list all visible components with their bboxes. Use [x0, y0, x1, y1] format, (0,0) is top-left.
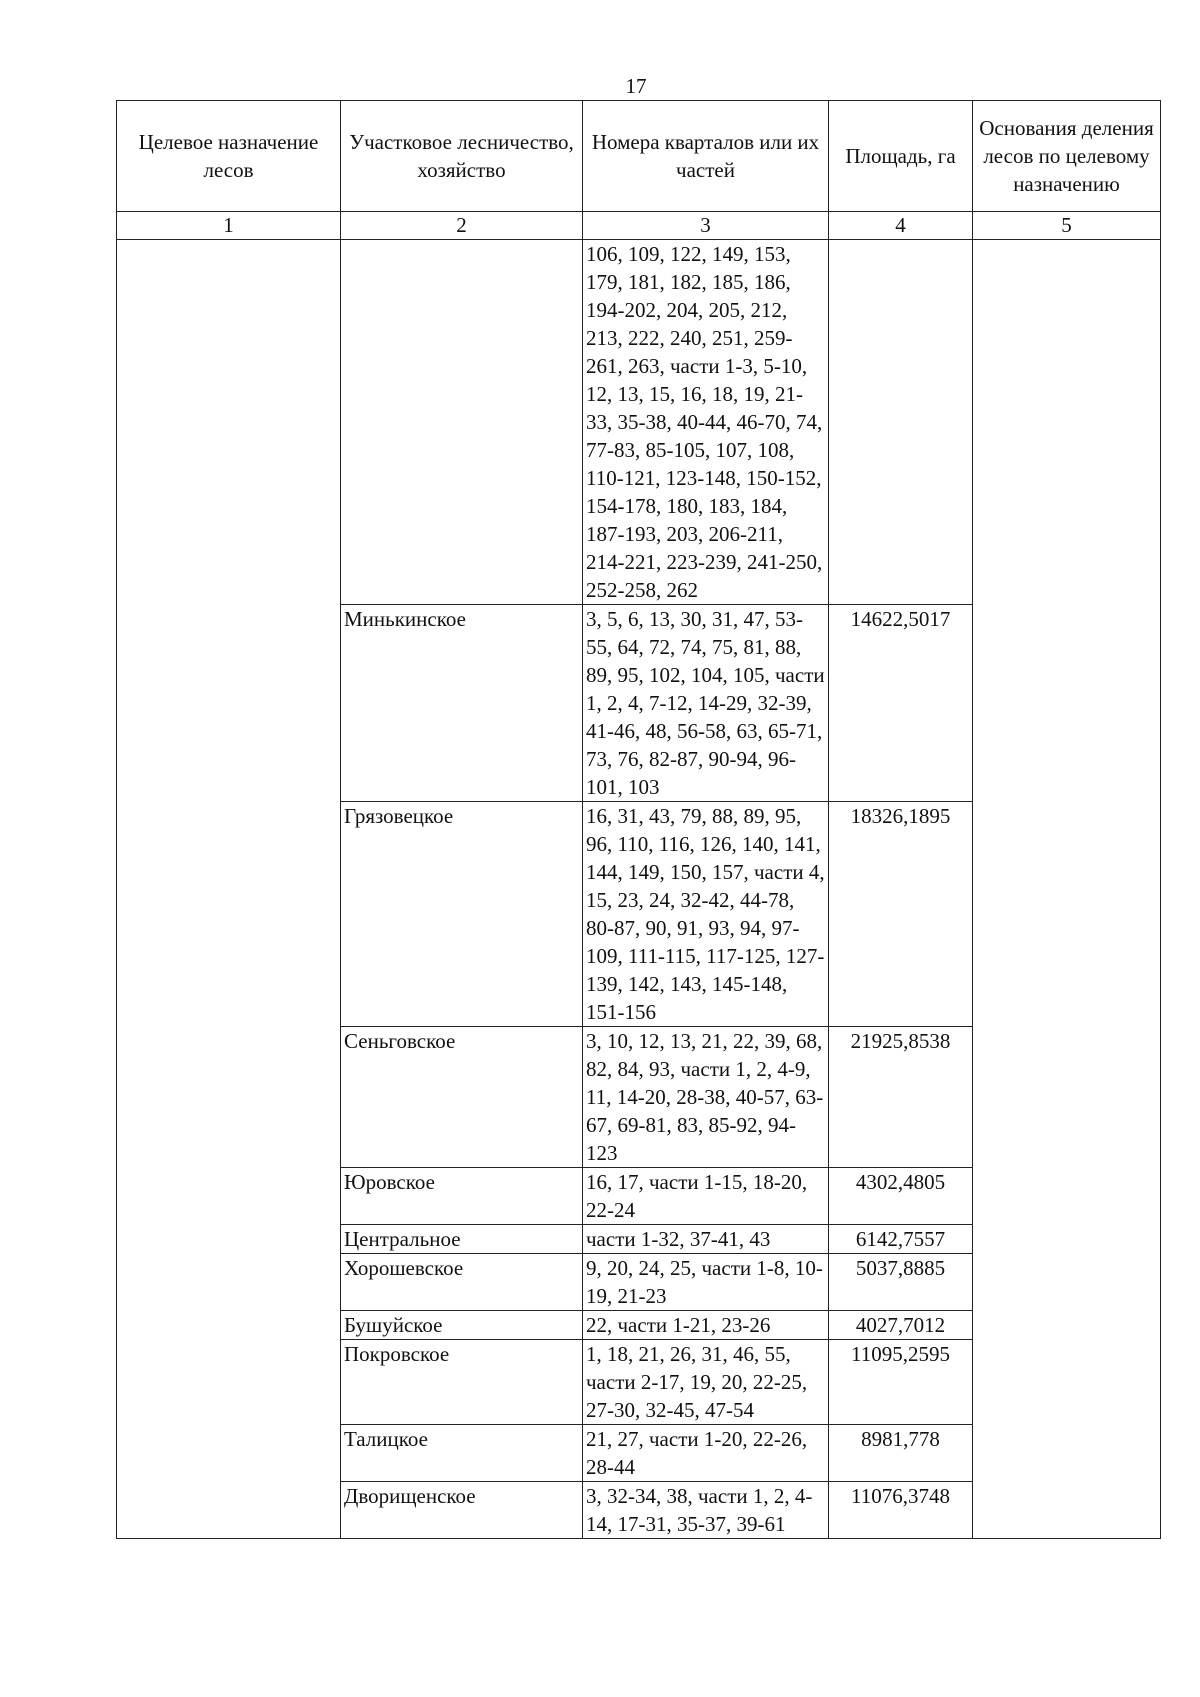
- quarters-cell: части 1-32, 37-41, 43: [583, 1225, 829, 1254]
- forestry-cell: Покровское: [341, 1340, 583, 1425]
- area-cell: 6142,7557: [829, 1225, 973, 1254]
- forestry-cell: Бушуйское: [341, 1311, 583, 1340]
- area-cell: 18326,1895: [829, 802, 973, 1027]
- page-number: 17: [625, 74, 647, 98]
- area-cell: 11076,3748: [829, 1482, 973, 1539]
- column-number-row: [117, 212, 1161, 240]
- area-cell: [829, 240, 973, 605]
- quarters-cell: 16, 31, 43, 79, 88, 89, 95, 96, 110, 116, 126, 140, 141, 144, 149, 150, 157, части 4, 15, 23, 24, 32-42, 44-78, 80-87, 90, 91, 93, 94, 97-109, 111-115, 117-125, 127-139, 142, 143, 145-148, 151-156: [583, 802, 829, 1027]
- forestry-cell: Центральное: [341, 1225, 583, 1254]
- forestry-cell: Дворищенское: [341, 1482, 583, 1539]
- area-cell: 8981,778: [829, 1425, 973, 1482]
- quarters-cell: 3, 5, 6, 13, 30, 31, 47, 53-55, 64, 72, 74, 75, 81, 88, 89, 95, 102, 104, 105, части 1, 2, 4, 7-12, 14-29, 32-39, 41-46, 48, 56-58, 63, 65-71, 73, 76, 82-87, 90-94, 96-101, 103: [583, 605, 829, 802]
- quarters-cell: 3, 32-34, 38, части 1, 2, 4-14, 17-31, 35-37, 39-61: [583, 1482, 829, 1539]
- quarters-cell: 21, 27, части 1-20, 22-26, 28-44: [583, 1425, 829, 1482]
- area-cell: 4302,4805: [829, 1168, 973, 1225]
- forestry-cell: Юровское: [341, 1168, 583, 1225]
- header-row: [117, 101, 1161, 212]
- quarters-cell: 9, 20, 24, 25, части 1-8, 10-19, 21-23: [583, 1254, 829, 1311]
- area-cell: 11095,2595: [829, 1340, 973, 1425]
- forestry-cell: [341, 240, 583, 605]
- forestry-cell: Грязовецкое: [341, 802, 583, 1027]
- column-number: 5: [973, 212, 1161, 240]
- header-purpose: Целевое назначение лесов: [117, 101, 341, 212]
- forest-purpose-table: [116, 100, 1161, 1539]
- forestry-cell: Сеньговское: [341, 1027, 583, 1168]
- purpose-cell: [117, 240, 341, 1539]
- area-cell: 14622,5017: [829, 605, 973, 802]
- area-cell: 4027,7012: [829, 1311, 973, 1340]
- quarters-cell: 22, части 1-21, 23-26: [583, 1311, 829, 1340]
- table-body: [117, 212, 1161, 1539]
- header-basis: Основания деления лесов по целевому назначению: [973, 101, 1161, 212]
- forestry-cell: Минькинское: [341, 605, 583, 802]
- column-number: 2: [341, 212, 583, 240]
- header-quarters: Номера кварталов или их частей: [583, 101, 829, 212]
- table-row: [117, 240, 1161, 605]
- area-cell: 21925,8538: [829, 1027, 973, 1168]
- column-number: 4: [829, 212, 973, 240]
- forestry-cell: Хорошевское: [341, 1254, 583, 1311]
- column-number: 1: [117, 212, 341, 240]
- area-cell: 5037,8885: [829, 1254, 973, 1311]
- quarters-cell: 106, 109, 122, 149, 153, 179, 181, 182, 185, 186, 194-202, 204, 205, 212, 213, 222, 240, 251, 259-261, 263, части 1-3, 5-10, 12, 13, 15, 16, 18, 19, 21-33, 35-38, 40-44, 46-70, 74, 77-83, 85-105, 107, 108, 110-121, 123-148, 150-152, 154-178, 180, 183, 184, 187-193, 203, 206-211, 214-221, 223-239, 241-250, 252-258, 262: [583, 240, 829, 605]
- column-number: 3: [583, 212, 829, 240]
- quarters-cell: 3, 10, 12, 13, 21, 22, 39, 68, 82, 84, 93, части 1, 2, 4-9, 11, 14-20, 28-38, 40-57, 63-67, 69-81, 83, 85-92, 94-123: [583, 1027, 829, 1168]
- quarters-cell: 1, 18, 21, 26, 31, 46, 55, части 2-17, 19, 20, 22-25, 27-30, 32-45, 47-54: [583, 1340, 829, 1425]
- header-forestry: Участковое лесничество, хозяйство: [341, 101, 583, 212]
- header-area: Площадь, га: [829, 101, 973, 212]
- basis-cell: [973, 240, 1161, 1539]
- quarters-cell: 16, 17, части 1-15, 18-20, 22-24: [583, 1168, 829, 1225]
- forestry-cell: Талицкое: [341, 1425, 583, 1482]
